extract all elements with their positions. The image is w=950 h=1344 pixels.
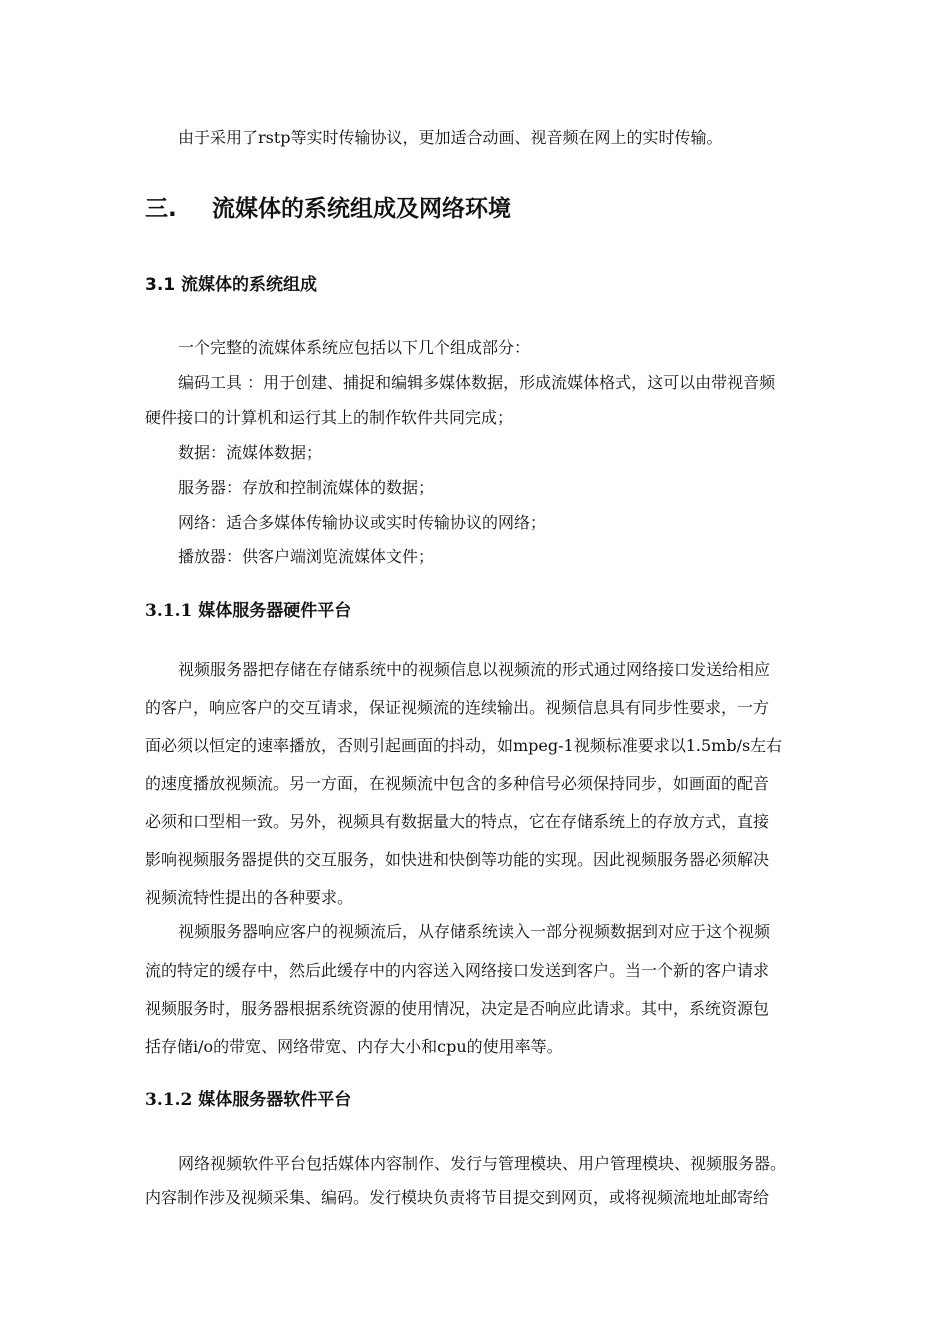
section-3-title: 流媒体的系统组成及网络环境	[212, 196, 511, 222]
section-3-1-2-heading: 3.1.2 媒体服务器软件平台	[145, 1090, 352, 1110]
paragraph-line: 影响视频服务器提供的交互服务，如快进和快倒等功能的实现。因此视频服务器必须解决	[145, 850, 770, 869]
paragraph-line: 的速度播放视频流。另一方面，在视频流中包含的多种信号必须保持同步，如画面的配音	[145, 774, 770, 793]
paragraph-line: 编码工具 ：用于创建、捕捉和编辑多媒体数据，形成流媒体格式，这可以由带视音频	[178, 373, 776, 392]
paragraph-line: 视频服务器响应客户的视频流后，从存储系统读入一部分视频数据到对应于这个视频	[178, 922, 771, 941]
paragraph-line: 流的特定的缓存中，然后此缓存中的内容送入网络接口发送到客户。当一个新的客户请求	[145, 961, 770, 980]
paragraph-line: 内容制作涉及视频采集、编码。发行模块负责将节目提交到网页，或将视频流地址邮寄给	[145, 1188, 770, 1207]
section-3-number: 三.	[145, 196, 177, 222]
list-item: 数据：流媒体数据；	[178, 443, 323, 462]
paragraph-line: 视频服务器把存储在存储系统中的视频信息以视频流的形式通过网络接口发送给相应	[178, 660, 771, 679]
paragraph-line: 括存储i/o的带宽、网络带宽、内存大小和cpu的使用率等。	[145, 1037, 563, 1056]
paragraph-line: 网络视频软件平台包括媒体内容制作、发行与管理模块、用户管理模块、视频服务器。	[178, 1154, 787, 1173]
list-item: 服务器：存放和控制流媒体的数据；	[178, 478, 435, 497]
paragraph-line: 一个完整的流媒体系统应包括以下几个组成部分：	[178, 338, 531, 357]
section-3-1-heading: 3.1 流媒体的系统组成	[145, 275, 318, 295]
paragraph-line: 必须和口型相一致。另外，视频具有数据量大的特点，它在存储系统上的存放方式，直接	[145, 812, 770, 831]
paragraph-line: 的客户，响应客户的交互请求，保证视频流的连续输出。视频信息具有同步性要求，一方	[145, 698, 770, 717]
list-item: 播放器：供客户端浏览流媒体文件；	[178, 547, 435, 566]
section-3-1-1-heading: 3.1.1 媒体服务器硬件平台	[145, 601, 352, 621]
paragraph-line: 面必须以恒定的速率播放，否则引起画面的抖动，如mpeg-1视频标准要求以1.5mb/s左右	[145, 736, 783, 755]
section-3-heading	[145, 194, 511, 224]
paragraph-line: 硬件接口的计算机和运行其上的制作软件共同完成；	[145, 408, 514, 427]
paragraph-line: 视频流特性提出的各种要求。	[145, 888, 354, 907]
list-item: 网络：适合多媒体传输协议或实时传输协议的网络；	[178, 513, 547, 532]
intro-line: 由于采用了rstp等实时传输协议，更加适合动画、视音频在网上的实时传输。	[178, 128, 723, 147]
paragraph-line: 视频服务时，服务器根据系统资源的使用情况，决定是否响应此请求。其中，系统资源包	[145, 999, 770, 1018]
